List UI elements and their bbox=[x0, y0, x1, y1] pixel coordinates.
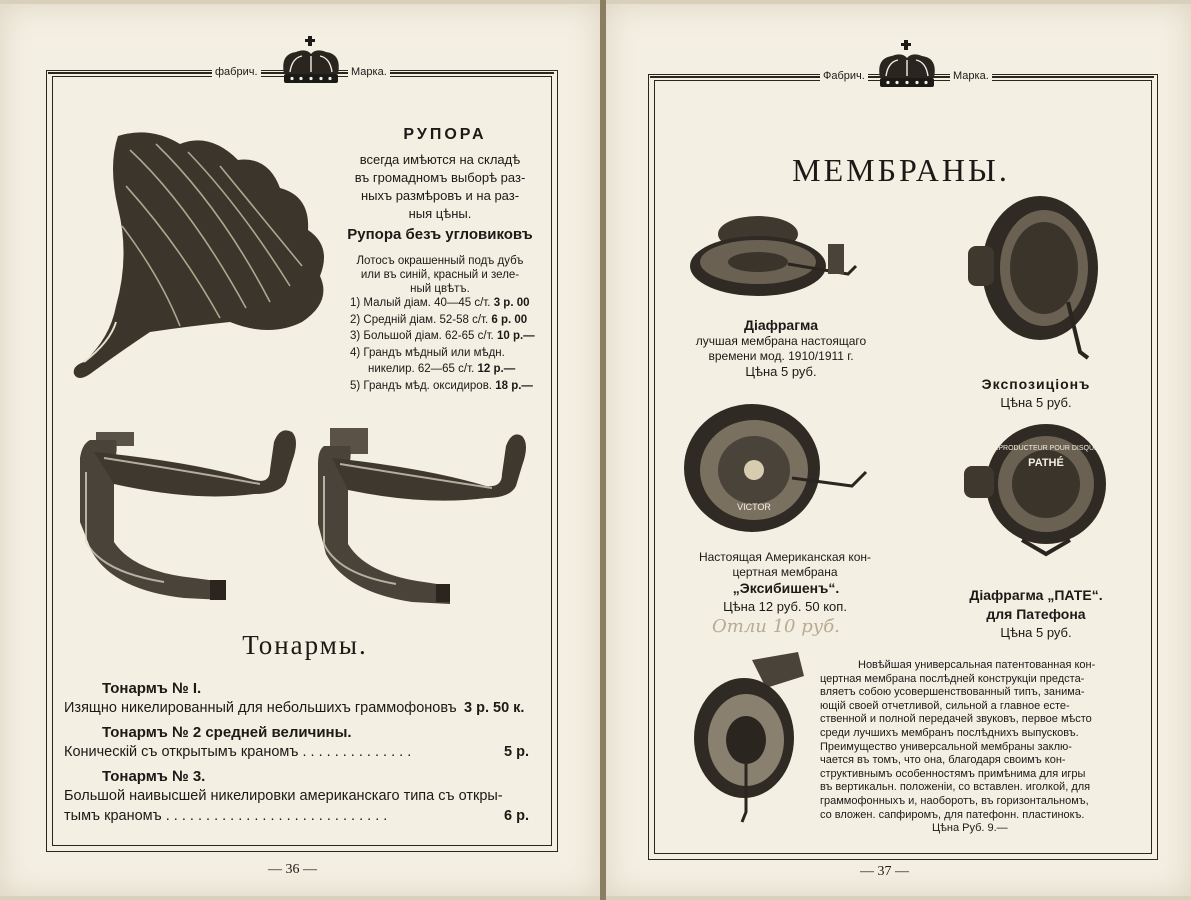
membrane-desc-line: Настоящая Американская кон- bbox=[698, 550, 872, 564]
universal-line: чается въ томъ, что она, благодаря своимъ кон- bbox=[820, 754, 1066, 767]
membrane-desc-line: лучшая мембрана настоящаго bbox=[695, 334, 867, 348]
universal-line: граммофонныхъ и, наоборотъ, въ горизонтальномъ, bbox=[820, 794, 1089, 807]
universal-line: Новѣйшая универсальная патентованная кон- bbox=[858, 659, 1096, 671]
horn-price-row: никелир. 62—65 с/т. 12 р.— bbox=[368, 363, 516, 375]
tonearm-3-desc: Большой наивысшей никелировки американскаго типа съ откры- bbox=[64, 788, 503, 804]
horn-illustration bbox=[70, 126, 340, 388]
horns-intro-line: ныя цѣны. bbox=[408, 206, 472, 221]
horns-intro-line: въ громадномъ выборѣ раз- bbox=[354, 170, 526, 185]
tonearm-2-price: 5 р. bbox=[504, 744, 529, 760]
membrane-3-price: Цѣна 12 руб. 50 коп. bbox=[723, 599, 847, 614]
page-number: — 37 — bbox=[860, 864, 909, 879]
horns-title: РУПОРА bbox=[403, 126, 487, 143]
membrane-4-subname: для Патефона bbox=[986, 606, 1086, 622]
membrane-desc-line: времени мод. 1910/1911 г. bbox=[708, 349, 854, 363]
brand-right-text: Марка. bbox=[348, 66, 390, 78]
membrane-illustration bbox=[688, 204, 868, 304]
crown-icon bbox=[276, 34, 346, 94]
right-page bbox=[606, 4, 1191, 896]
universal-line: ющій своей отчетливой, сильной а главное есте- bbox=[820, 699, 1070, 712]
membrane-illustration bbox=[964, 192, 1104, 372]
horn-price-row: 4) Грандъ мѣдный или мѣдн. bbox=[350, 346, 505, 359]
tonearm-illustration bbox=[316, 424, 530, 604]
membrane-illustration bbox=[962, 420, 1112, 560]
tonearm-2-desc: Коническій съ открытымъ краномъ . . . . . . . . . . . . . . bbox=[64, 744, 412, 760]
pathe-label: REPRODUCTEUR POUR DISQUES bbox=[988, 445, 1104, 452]
brand-left-text: Фабрич. bbox=[820, 70, 868, 82]
universal-line: со вложен. сапфиромъ, для патефонн. пластинокъ. bbox=[820, 808, 1085, 821]
membrane-4-price: Цѣна 5 руб. bbox=[1000, 625, 1072, 640]
horn-price-row: 5) Грандъ мѣд. оксидиров. 18 р.— bbox=[350, 379, 533, 392]
tonearm-2-name: Тонармъ № 2 средней величины. bbox=[102, 724, 352, 741]
membrane-3-name: „Эксибишенъ“. bbox=[732, 580, 840, 596]
horns-intro bbox=[340, 151, 540, 223]
membrane-desc-line: цертная мембрана bbox=[732, 565, 838, 579]
membrane-1-price: Цѣна 5 руб. bbox=[745, 364, 817, 379]
tonearm-3-desc-cont: тымъ краномъ . . . . . . . . . . . . . . . . . . . . . . . . . . . . bbox=[64, 808, 388, 824]
membrane-illustration bbox=[692, 646, 812, 826]
universal-line: структивнымъ особенностямъ примѣнима для игры bbox=[820, 767, 1086, 780]
horn-price-row: 2) Средній діам. 52-58 с/т. 6 р. 00 bbox=[350, 313, 528, 326]
universal-membrane-text bbox=[820, 659, 1140, 836]
tonearm-3-price: 6 р. bbox=[504, 808, 529, 824]
tonearm-1-desc: Изящно никелированный для небольшихъ граммофоновъ bbox=[64, 700, 457, 716]
horns-intro-line: ныхъ размѣровъ и на раз- bbox=[360, 188, 520, 203]
brand-left-text: фабрич. bbox=[212, 66, 261, 78]
horns-desc-line: Лотосъ окрашенный подъ дубъ bbox=[356, 255, 524, 267]
horns-subtitle: Рупора безъ угловиковъ bbox=[347, 226, 533, 243]
exhibition-label: VICTOR bbox=[737, 502, 771, 512]
brand-right-text: Марка. bbox=[950, 70, 992, 82]
universal-line: цертная мембрана послѣдней конструкціи предста- bbox=[820, 672, 1085, 685]
membrane-1-desc bbox=[676, 334, 886, 364]
left-page bbox=[0, 4, 600, 896]
universal-line: вляетъ собою усовершенствованный типъ, занима- bbox=[820, 686, 1085, 699]
horn-price-row: 3) Большой діам. 62-65 с/т. 10 р.— bbox=[350, 330, 535, 342]
horns-desc bbox=[340, 254, 540, 296]
horns-desc-line: ный цвѣтъ. bbox=[410, 283, 470, 295]
tonearm-1-name: Тонармъ № І. bbox=[102, 680, 202, 697]
membrane-2-name: Экспозиціонъ bbox=[981, 376, 1091, 392]
pathe-brand: PATHÉ bbox=[1028, 457, 1064, 469]
universal-line: ственной и полной передачей звуковъ, первое мѣсто bbox=[820, 713, 1092, 726]
membrane-1-name: Діафрагма bbox=[743, 317, 819, 333]
horns-desc-line: или въ синій, красный и зеле- bbox=[360, 269, 520, 281]
membrane-illustration bbox=[682, 402, 872, 538]
universal-line: Преимущество универсальной мембраны заклю- bbox=[820, 740, 1072, 753]
membrane-3-desc bbox=[670, 550, 900, 580]
crown-icon bbox=[872, 38, 942, 98]
tonearm-3-name: Тонармъ № 3. bbox=[102, 768, 206, 785]
horn-price-row: 1) Малый діам. 40—45 с/т. 3 р. 00 bbox=[350, 297, 530, 309]
tonearms-title: Тонармы. bbox=[242, 630, 368, 660]
horns-intro-line: всегда имѣются на складѣ bbox=[359, 152, 521, 167]
handwritten-note: Отли 10 руб. bbox=[712, 616, 840, 637]
page-number: — 36 — bbox=[268, 862, 317, 877]
horns-price-list bbox=[350, 295, 546, 394]
universal-line: въ вертикальн. положеніи, со вставлен. иголкой, для bbox=[820, 781, 1091, 794]
membrane-4-name: Діафрагма „ПАТЕ“. bbox=[969, 587, 1103, 603]
tonearm-1-price: 3 р. 50 к. bbox=[464, 700, 525, 716]
universal-line: среди лучшихъ мембранъ послѣднихъ выпусковъ. bbox=[820, 726, 1079, 739]
tonearm-illustration bbox=[74, 422, 300, 602]
membranes-title: МЕМБРАНЫ. bbox=[792, 152, 1010, 188]
universal-price: Цѣна Руб. 9.— bbox=[932, 822, 1008, 835]
membrane-2-price: Цѣна 5 руб. bbox=[1000, 395, 1072, 410]
